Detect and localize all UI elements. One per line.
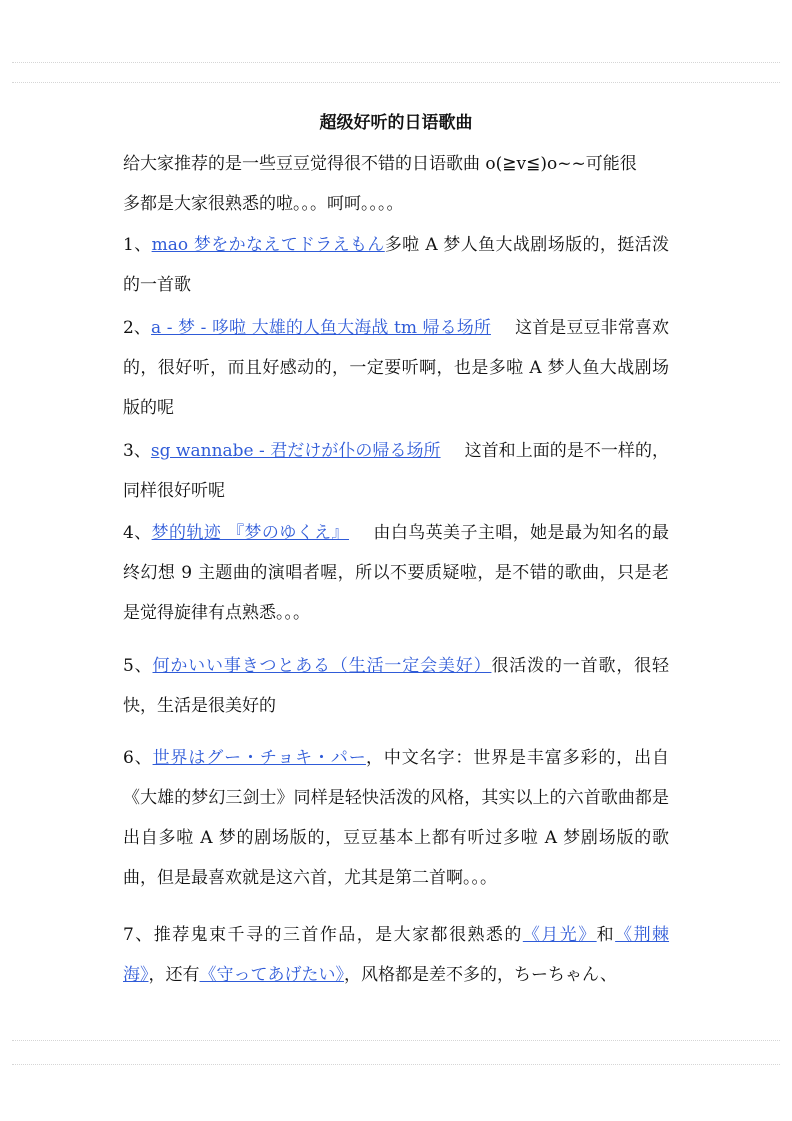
dotted-rule: [12, 62, 780, 63]
list-item: 2、a - 梦 - 哆啦 大雄的人鱼大海战 tm 帰る场所 这首是豆豆非常喜欢的，很好听，而且好感动的，一定要听啊，也是多啦 A 梦人鱼大战剧场版的呢: [123, 318, 669, 418]
intro-line-1: 给大家推荐的是一些豆豆觉得很不错的日语歌曲 o(≧v≦)o~~可能很: [123, 154, 637, 174]
dotted-rule: [12, 1064, 780, 1065]
list-item: 7、推荐鬼束千寻的三首作品，是大家都很熟悉的《月光》和《荆棘海》，还有《守ってあげたい》，风格都是差不多的，ちーちゃん、: [123, 925, 670, 985]
dotted-rule: [12, 82, 780, 83]
list-item: 4、梦的轨迹 『梦のゆくえ』 由白鸟英美子主唱，她是最为知名的最终幻想 9 主题曲的演唱者喔，所以不要质疑啦，是不错的歌曲，只是老是觉得旋律有点熟悉。。。: [123, 523, 669, 623]
song-link-mamotte-agetai[interactable]: 《守ってあげたい》: [199, 965, 344, 985]
list-item: 1、mao 梦をかなえてドラえもん多啦 A 梦人鱼大战剧场版的，挺活泼的一首歌: [123, 235, 669, 295]
intro-paragraph: [123, 144, 669, 224]
song-link-2[interactable]: a - 梦 - 哆啦 大雄的人鱼大海战 tm 帰る场所: [151, 318, 491, 338]
song-link-3[interactable]: sg wannabe - 君だけが仆の帰る场所: [150, 441, 441, 461]
song-link-4[interactable]: 梦的轨迹 『梦のゆくえ』: [151, 523, 349, 543]
song-link-6[interactable]: 世界はグー・チョキ・パー: [152, 748, 366, 768]
song-link-thorn-sea[interactable]: 《荆棘海》: [123, 925, 670, 985]
intro-line-2: 多都是大家很熟悉的啦。。。呵呵。。。。: [123, 194, 404, 214]
page-title: 超级好听的日语歌曲: [319, 113, 473, 133]
list-item: 3、sg wannabe - 君だけが仆の帰る场所 这首和上面的是不一样的，同样很好听呢: [123, 441, 669, 501]
list-item: 5、何かいい事きつとある（生活一定会美好）很活泼的一首歌，很轻快，生活是很美好的: [123, 656, 670, 716]
song-link-moonlight[interactable]: 《月光》: [522, 925, 597, 945]
song-link-1[interactable]: mao 梦をかなえてドラえもん: [151, 235, 385, 255]
dotted-rule: [12, 1040, 780, 1041]
list-item: 6、世界はグー・チョキ・パー，中文名字：世界是丰富多彩的，出自《大雄的梦幻三剑士》同样是轻快活泼的风格，其实以上的六首歌曲都是出自多啦 A 梦的剧场版的，豆豆基本上都有听过多啦 A 梦剧场版的歌曲，但是最喜欢就是这六首，尤其是第二首啊。。。: [123, 748, 669, 888]
song-link-5[interactable]: 何かいい事きつとある（生活一定会美好）: [152, 656, 492, 676]
